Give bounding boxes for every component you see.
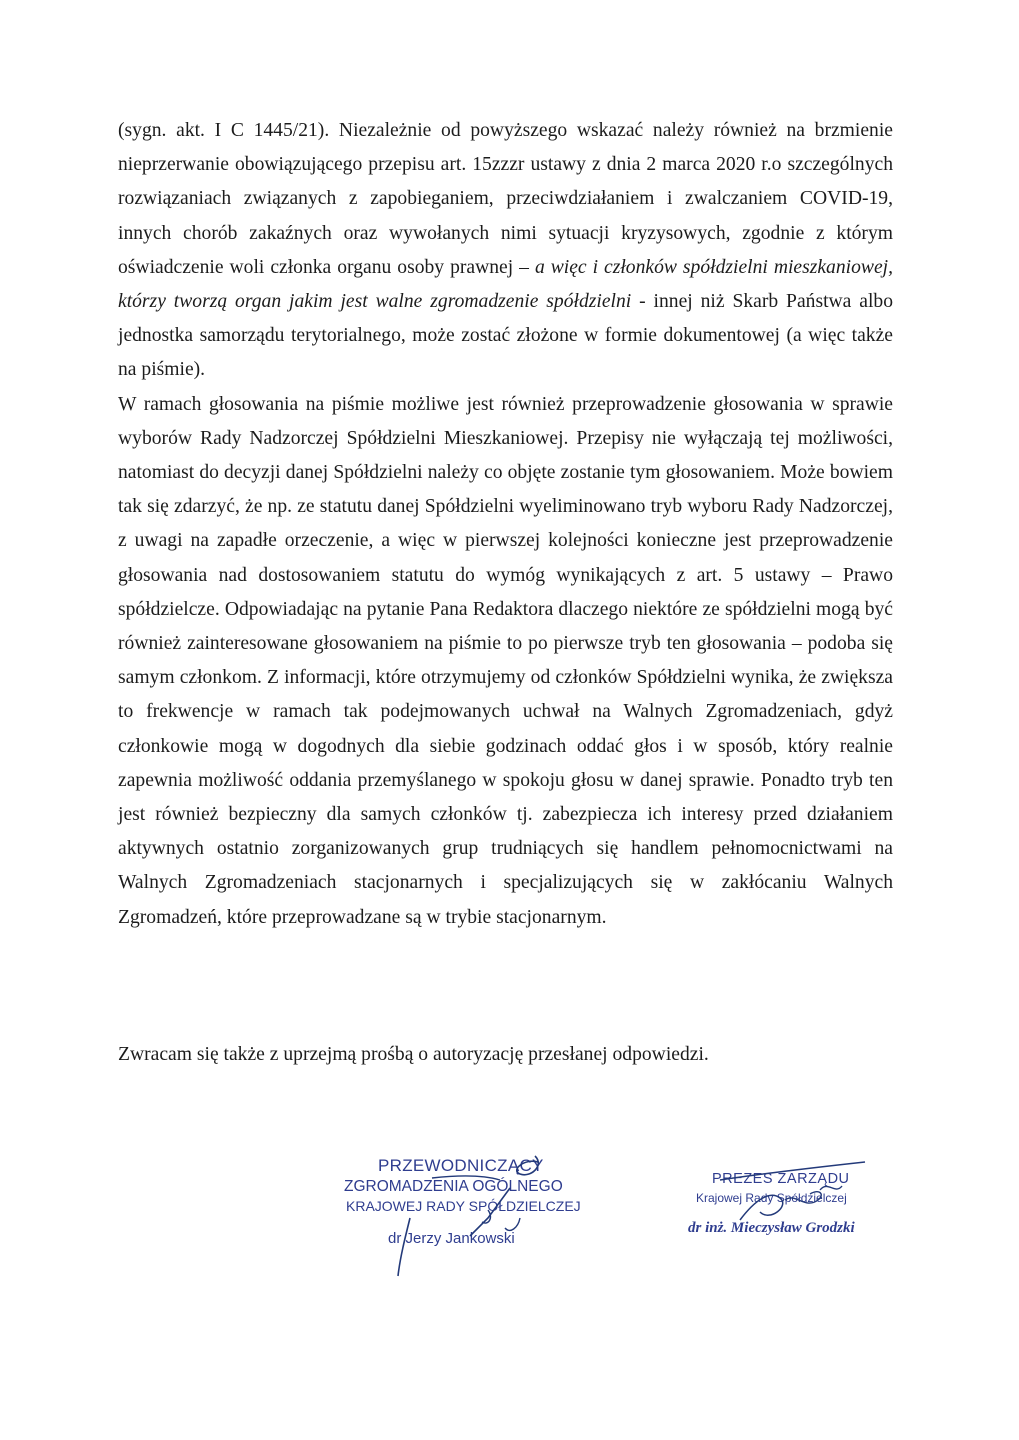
- text-segment: (sygn. akt. I C 1445/21). Niezależnie od powyższego wskazać należy również na brzmienie nieprzerwanie obowiązującego przepisu art. 15zzzr ustawy z dnia 2 marca 2020 r.o szczególnych rozwiązaniach związanych z zapobieganiem, przeciwdziałaniem i zwalczaniem COVID-19, innych chorób zakaźnych oraz wywołanych nimi sytuacji kryzysowych, zgodnie z którym oświadczenie woli członka organu osoby prawnej –: [118, 120, 893, 278]
- letter-body: [118, 114, 893, 935]
- paragraph-legal-basis: [118, 114, 893, 388]
- paragraph-voting: [118, 388, 893, 935]
- stamp-body-line: Krajowej Rady Spółdzielczej: [696, 1191, 847, 1205]
- stamp-title: PREZES ZARZĄDU: [712, 1171, 850, 1187]
- stamp-title: PRZEWODNICZĄCY: [378, 1156, 544, 1175]
- text-segment: W ramach głosowania na piśmie możliwe jest również przeprowadzenie głosowania w sprawie wyborów Rady Nadzorczej Spółdzielni Mieszkaniowej. Przepisy nie wyłączają tej możliwości, natomiast do decyzji danej Spółdzielni należy co objęte zostanie tym głosowaniem. Może bowiem tak się zdarzyć, że np. ze statutu danej Spółdzielni wyeliminowano tryb wyboru Rady Nadzorczej, z uwagi na zapadłe orzeczenie, a więc w pierwszej kolejności konieczne jest przeprowadzenie głosowania nad dostosowaniem statutu do wymóg wynikających z art. 5 ustawy – Prawo spółdzielcze. Odpowiadając na pytanie Pana Redaktora dlaczego niektóre ze spółdzielni mogą być również zainteresowane głosowaniem na piśmie to po pierwsze tryb ten głosowania – podoba się samym członkom. Z informacji, które otrzymujemy od członków Spółdzielni wynika, że zwiększa to frekwencje w ramach tak podejmowanych uchwał na Walnych Zgromadzeniach, gdyż członkowie mogą w dogodnych dla siebie godzinach oddać głos i w sposób, który realnie zapewnia możliwość oddania przemyślanego w spokoju głosu w danej sprawie. Ponadto tryb ten jest również bezpieczny dla samych członków tj. zabezpiecza ich interesy przed działaniem aktywnych ostatnio zorganizowanych grup trudniących się handlem pełnomocnictwami na Walnych Zgromadzeniach stacjonarnych i specjalizujących się w zakłócaniu Walnych Zgromadzeń, które przeprowadzane są w trybie stacjonarnym.: [118, 393, 893, 928]
- stamp-body-line: ZGROMADZENIA OGÓLNEGO: [344, 1178, 563, 1195]
- closing-sentence: Zwracam się także z uprzejmą prośbą o autoryzację przesłanej odpowiedzi.: [118, 1044, 709, 1065]
- stamp-body-line: KRAJOWEJ RADY SPÓŁDZIELCZEJ: [346, 1198, 581, 1214]
- stamp-signatory-name: dr Jerzy Jankowski: [388, 1230, 515, 1247]
- stamp-signatory-name: dr inż. Mieczysław Grodzki: [688, 1220, 855, 1236]
- text-segment: - innej niż Skarb Państwa albo jednostka samorządu terytorialnego, może zostać złożone w formie dokumentowej (a więc także na piśmie).: [118, 291, 893, 381]
- text-segment-italic: a więc i członków spółdzielni mieszkaniowej, którzy tworzą organ jakim jest walne zgromadzenie spółdzielni: [118, 256, 893, 313]
